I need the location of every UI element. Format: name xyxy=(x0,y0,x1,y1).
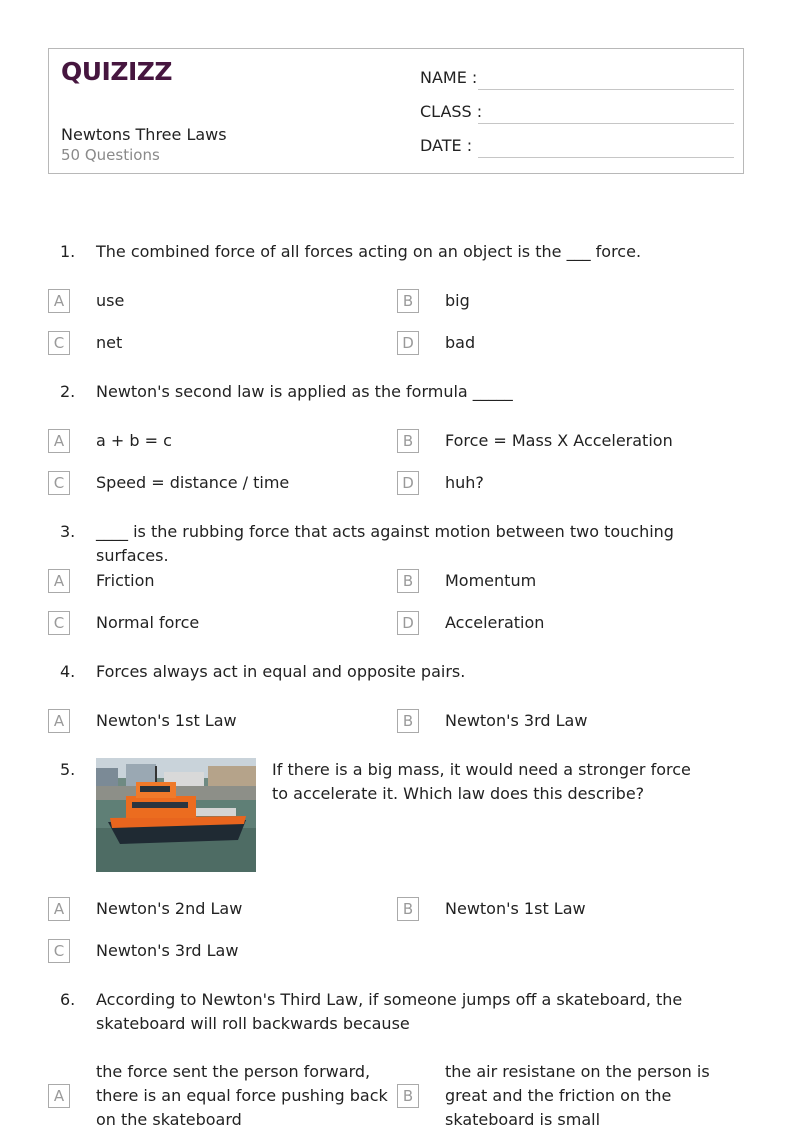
option-letter-d[interactable]: D xyxy=(397,611,419,635)
date-field[interactable] xyxy=(478,157,734,158)
option-text[interactable]: Acceleration xyxy=(445,613,545,632)
name-label: NAME : xyxy=(420,68,478,87)
question-text: Newton's second law is applied as the formula _____ xyxy=(96,382,513,401)
option-text[interactable]: the air resistane on the person is great and the friction on the skateboard is small xyxy=(445,1062,710,1129)
option-letter-a[interactable]: A xyxy=(48,289,70,313)
option-text[interactable]: Newton's 2nd Law xyxy=(96,899,243,918)
option-letter-b[interactable]: B xyxy=(397,897,419,921)
worksheet-title: Newtons Three Laws xyxy=(61,125,227,144)
option-text[interactable]: Newton's 1st Law xyxy=(96,711,237,730)
date-label: DATE : xyxy=(420,136,473,155)
option-letter-a[interactable]: A xyxy=(48,1084,70,1108)
option-text[interactable]: Newton's 3rd Law xyxy=(445,711,588,730)
question-number: 4. xyxy=(60,662,76,681)
option-letter-b[interactable]: B xyxy=(397,709,419,733)
option-letter-c[interactable]: C xyxy=(48,939,70,963)
quizizz-logo: QUIZIZZ xyxy=(61,57,173,86)
question-number: 6. xyxy=(60,990,76,1009)
option-letter-b[interactable]: B xyxy=(397,1084,419,1108)
option-text[interactable]: Momentum xyxy=(445,571,537,590)
question-count: 50 Questions xyxy=(61,146,160,164)
question-text: Forces always act in equal and opposite pairs. xyxy=(96,662,466,681)
option-text[interactable]: big xyxy=(445,291,470,310)
option-letter-b[interactable]: B xyxy=(397,289,419,313)
option-text[interactable]: Force = Mass X Acceleration xyxy=(445,431,673,450)
option-text[interactable]: Speed = distance / time xyxy=(96,473,290,492)
option-text[interactable]: Normal force xyxy=(96,613,200,632)
lifeboat-photo xyxy=(96,758,256,872)
option-letter-c[interactable]: C xyxy=(48,611,70,635)
question-number: 5. xyxy=(60,760,76,779)
worksheet-header xyxy=(48,48,744,174)
question-text: The combined force of all forces acting on an object is the ___ force. xyxy=(96,242,642,261)
option-text[interactable]: a + b = c xyxy=(96,431,172,450)
option-letter-c[interactable]: C xyxy=(48,331,70,355)
question-number: 2. xyxy=(60,382,76,401)
class-label: CLASS : xyxy=(420,102,483,121)
option-text[interactable]: the force sent the person forward, there is an equal force pushing back on the skateboard xyxy=(96,1062,388,1129)
option-letter-c[interactable]: C xyxy=(48,471,70,495)
question-number: 1. xyxy=(60,242,76,261)
option-letter-a[interactable]: A xyxy=(48,429,70,453)
question-text: According to Newton's Third Law, if someone jumps off a skateboard, the skateboard will roll backwards because xyxy=(96,990,683,1033)
option-letter-a[interactable]: A xyxy=(48,897,70,921)
option-text[interactable]: bad xyxy=(445,333,476,352)
option-text[interactable]: Friction xyxy=(96,571,155,590)
option-text[interactable]: net xyxy=(96,333,123,352)
question-text: If there is a big mass, it would need a stronger force to accelerate it. Which law does this describe? xyxy=(272,760,691,803)
option-text[interactable]: huh? xyxy=(445,473,484,492)
lifeboat-illustration xyxy=(96,758,256,872)
option-letter-b[interactable]: B xyxy=(397,569,419,593)
option-text[interactable]: Newton's 3rd Law xyxy=(96,941,239,960)
name-field[interactable] xyxy=(478,89,734,90)
class-field[interactable] xyxy=(478,123,734,124)
option-text[interactable]: use xyxy=(96,291,125,310)
option-letter-b[interactable]: B xyxy=(397,429,419,453)
option-letter-a[interactable]: A xyxy=(48,709,70,733)
question-text: ____ is the rubbing force that acts against motion between two touching surfaces. xyxy=(96,522,674,565)
option-letter-d[interactable]: D xyxy=(397,331,419,355)
option-letter-d[interactable]: D xyxy=(397,471,419,495)
question-number: 3. xyxy=(60,522,76,541)
option-text[interactable]: Newton's 1st Law xyxy=(445,899,586,918)
option-letter-a[interactable]: A xyxy=(48,569,70,593)
